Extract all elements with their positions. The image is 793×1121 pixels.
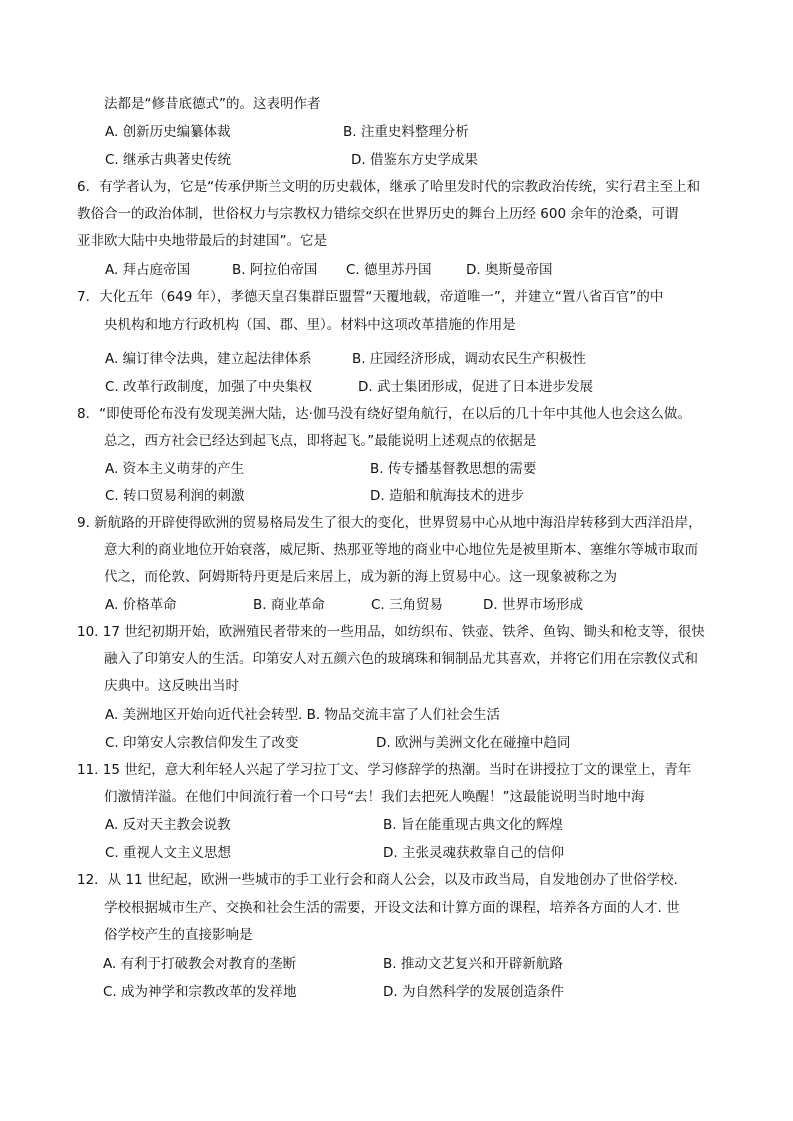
option-8-d: D. 造船和航海技术的进步 (370, 488, 524, 504)
option-7-d: D. 武士集团形成，促进了日本进步发展 (358, 379, 593, 395)
option-5-c: C. 继承古典著史传统 (105, 152, 232, 168)
option-9-b: B. 商业革命 (253, 597, 325, 613)
option-12-b: B. 推动文艺复兴和开辟新航路 (383, 956, 563, 972)
option-6-c: C. 德里苏丹国 (346, 262, 432, 278)
option-10-d: D. 欧洲与美洲文化在碰撞中趋同 (376, 735, 571, 751)
option-6-b: B. 阿拉伯帝国 (232, 262, 318, 278)
question-6-line-2: 教俗合一的政治体制，世俗权力与宗教权力错综交织在世界历史的舞台上历经 600 余年的沧桑，可谓 (77, 206, 679, 222)
option-12-c: C. 成为神学和宗教改革的发祥地 (103, 984, 297, 1000)
option-12-d: D. 为自然科学的发展创造条件 (383, 984, 564, 1000)
question-11-line-2: 们激情洋溢。在他们中间流行着一个口号“去！我们去把死人唤醒！”这最能说明当时地中海 (104, 789, 645, 805)
option-11-a: A. 反对天主教会说教 (105, 817, 231, 833)
option-11-c: C. 重视人文主义思想 (105, 845, 232, 861)
option-7-b: B. 庄园经济形成，调动农民生产积极性 (352, 351, 586, 367)
question-11-line-1: 11. 15 世纪，意大利年轻人兴起了学习拉丁文、学习修辞学的热潮。当时在讲授拉丁文的课堂上，青年 (77, 762, 692, 778)
option-7-a: A. 编订律令法典，建立起法律体系 (105, 351, 312, 367)
question-6-line-3: 亚非欧大陆中央地带最后的封建国”。它是 (77, 233, 327, 249)
option-6-d: D. 奥斯曼帝国 (466, 262, 553, 278)
question-12-line-2: 学校根据城市生产、交换和社会生活的需要，开设文法和计算方面的课程，培养各方面的人才. 世 (104, 900, 680, 916)
option-11-d: D. 主张灵魂获救靠自己的信仰 (383, 845, 564, 861)
option-7-c: C. 改革行政制度，加强了中央集权 (105, 379, 313, 395)
question-8-line-2: 总之，西方社会已经达到起飞点，即将起飞。”最能说明上述观点的依据是 (104, 433, 537, 449)
question-12-line-1: 12．从 11 世纪起，欧洲一些城市的手工业行会和商人公会，以及市政当局，自发地创办了世俗学校. (77, 872, 678, 888)
option-8-c: C. 转口贸易利润的刺激 (105, 488, 245, 504)
question-7-line-2: 央机构和地方行政机构（国、郡、里）。材料中这项改革措施的作用是 (104, 317, 516, 333)
question-9-line-2: 意大利的商业地位开始衰落，威尼斯、热那亚等地的商业中心地位先是被里斯本、塞维尔等城市取而 (104, 542, 698, 558)
option-8-b: B. 传专播基督教思想的需要 (370, 461, 537, 477)
question-6-line-1: 6．有学者认为，它是“传承伊斯兰文明的历史载体，继承了哈里发时代的宗教政治传统，实行君主至上和 (77, 179, 701, 195)
question-10-line-2: 融入了印第安人的生活。印第安人对五颜六色的玻璃珠和铜制品尤其喜欢，并将它们用在宗教仪式和 (104, 651, 698, 667)
option-9-c: C. 三角贸易 (371, 597, 444, 613)
option-10-a-b: A. 美洲地区开始向近代社会转型. B. 物品交流丰富了人们社会生活 (105, 707, 501, 723)
option-12-a: A. 有利于打破教会对教育的垄断 (103, 956, 297, 972)
question-8-line-1: 8．“即使哥伦布没有发现美洲大陆，达·伽马没有绕好望角航行，在以后的几十年中其他人也会这么做。 (77, 406, 691, 422)
option-10-c: C. 印第安人宗教信仰发生了改变 (105, 735, 299, 751)
question-10-line-3: 庆典中。这反映出当时 (104, 678, 239, 694)
question-12-line-3: 俗学校产生的直接影响是 (104, 927, 253, 943)
option-5-b: B. 注重史料整理分析 (343, 124, 469, 140)
question-5-stem-tail: 法都是“修昔底德式”的。这表明作者 (104, 96, 321, 112)
question-9-line-3: 代之，而伦敦、阿姆斯特丹更是后来居上，成为新的海上贸易中心。这一现象被称之为 (104, 569, 617, 585)
question-9-line-1: 9. 新航路的开辟使得欧洲的贸易格局发生了很大的变化，世界贸易中心从地中海沿岸转移到大西洋沿岸， (77, 515, 702, 531)
option-8-a: A. 资本主义萌芽的产生 (105, 461, 245, 477)
option-9-d: D. 世界市场形成 (483, 597, 583, 613)
option-11-b: B. 旨在能重现古典文化的辉煌 (383, 817, 563, 833)
question-10-line-1: 10. 17 世纪初期开始，欧洲殖民者带来的一些用品，如纺织布、铁壶、铁斧、鱼钩、锄头和枪支等，很快 (77, 624, 705, 640)
option-9-a: A. 价格革命 (105, 597, 177, 613)
question-7-line-1: 7．大化五年（649 年），孝德天皇召集群臣盟誓“天覆地载，帝道唯一”，并建立“置八省百官”的中 (77, 289, 664, 305)
option-6-a: A. 拜占庭帝国 (105, 262, 191, 278)
option-5-a: A. 创新历史编纂体裁 (105, 124, 231, 140)
option-5-d: D. 借鉴东方史学成果 (351, 152, 478, 168)
